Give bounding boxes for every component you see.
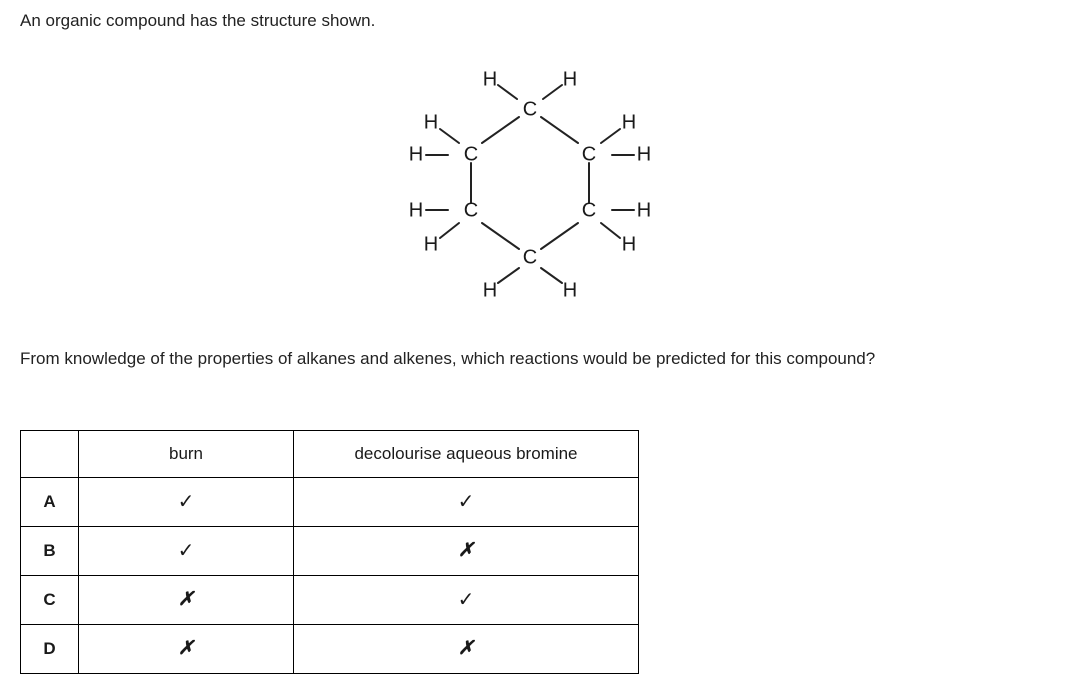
table-header-row (21, 431, 639, 478)
tick-icon: ✓ (457, 588, 475, 611)
cross-icon: ✗ (178, 589, 194, 610)
option-label-c: C (21, 576, 79, 625)
svg-text:H: H (562, 68, 578, 91)
chemical-structure-diagram (330, 55, 730, 320)
svg-text:C: C (463, 143, 479, 166)
cross-icon: ✗ (458, 638, 474, 659)
tick-icon: ✓ (457, 490, 475, 513)
header-burn: burn (79, 431, 294, 478)
cell-burn-d (79, 625, 294, 674)
svg-text:H: H (408, 199, 424, 222)
svg-text:C: C (581, 143, 597, 166)
header-blank (21, 431, 79, 478)
svg-text:C: C (522, 98, 538, 121)
svg-text:H: H (423, 233, 439, 256)
svg-text:H: H (408, 143, 424, 166)
answer-options-table (20, 430, 639, 674)
svg-text:H: H (636, 143, 652, 166)
table-row[interactable] (21, 576, 639, 625)
option-label-d: D (21, 625, 79, 674)
question-text: From knowledge of the properties of alkanes and alkenes, which reactions would be predicted for this compound? (20, 349, 876, 368)
cross-icon: ✗ (458, 540, 474, 561)
svg-text:H: H (621, 233, 637, 256)
tick-icon: ✓ (177, 490, 195, 513)
table-row[interactable] (21, 527, 639, 576)
cell-burn-c (79, 576, 294, 625)
table-row[interactable] (21, 625, 639, 674)
cell-bromine-c (294, 576, 639, 625)
svg-text:C: C (463, 199, 479, 222)
svg-text:H: H (482, 279, 498, 302)
cell-bromine-b (294, 527, 639, 576)
svg-text:H: H (562, 279, 578, 302)
svg-text:H: H (423, 111, 439, 134)
svg-text:H: H (621, 111, 637, 134)
cell-bromine-a (294, 478, 639, 527)
option-label-b: B (21, 527, 79, 576)
svg-text:C: C (581, 199, 597, 222)
svg-text:H: H (482, 68, 498, 91)
table-row[interactable] (21, 478, 639, 527)
option-label-a: A (21, 478, 79, 527)
header-bromine: decolourise aqueous bromine (294, 431, 639, 478)
tick-icon: ✓ (177, 539, 195, 562)
intro-text: An organic compound has the structure shown. (20, 11, 376, 30)
cell-bromine-d (294, 625, 639, 674)
cell-burn-a (79, 478, 294, 527)
svg-text:C: C (522, 246, 538, 269)
svg-text:H: H (636, 199, 652, 222)
cross-icon: ✗ (178, 638, 194, 659)
cell-burn-b (79, 527, 294, 576)
